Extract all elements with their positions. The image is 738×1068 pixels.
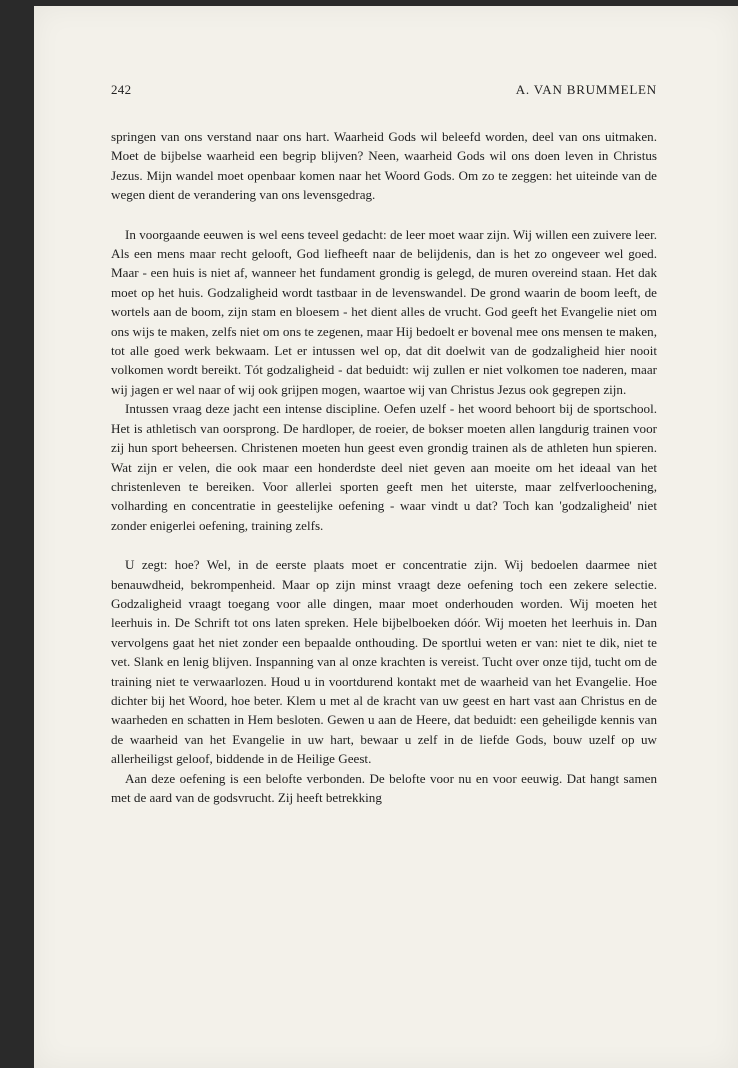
running-header: [111, 82, 657, 102]
paragraph-3: Intussen vraag deze jacht een intense discipline. Oefen uzelf - het woord behoort bij de sportschool. Het is athletisch van oorsprong. De hardloper, de roeier, de bokser moeten allen langdurig trainen voor zij hun sport beheersen. Christenen moeten hun geest even grondig trainen als de athleten hun spieren. Wat zijn er velen, die ook maar een honderdste deel niet geven aan moeite om het ideaal van het christenleven te bereiken. Voor allerlei sporten geeft men het uiterste, maar zelfverloochening, volharding en concentratie in geestelijke oefening - waar vindt u dat? Toch kan 'godzaligheid' niet zonder enigerlei oefening, training zelfs.: [111, 401, 657, 533]
paragraph-4: U zegt: hoe? Wel, in de eerste plaats moet er concentratie zijn. Wij bedoelen daarmee niet benauwdheid, bekrompenheid. Maar op zijn minst vraagt deze oefening toch een zekere selectie. Godzaligheid vraagt toegang voor alle dingen, maar moet onderhouden worden. Wij moeten het leerhuis in. De Schrift tot ons laten spreken. Hele bijbelboeken dóór. Wij moeten het leerhuis in. Dan vervolgens gaat het niet zonder een bepaalde onthouding. De sportlui weten er van: niet te dik, niet te vet. Slank en lenig blijven. Inspanning van al onze krachten is vereist. Tucht over onze tijd, tucht om de training niet te verwaarlozen. Houd u in voortdurend kontakt met de waarheid van het Evangelie. Hoe dichter bij het Woord, hoe beter. Klem u met al de kracht van uw geest en hart vast aan Christus en de waarheden en schatten in Hem besloten. Gewen u aan de Heere, dat beduidt: een geheiligde kennis van de waarheid van het Evangelie in uw hart, bewaar u zelf in de liefde Gods, bouw uzelf op uw allerheiligst geloof, biddende in de Heilige Geest.: [111, 557, 657, 767]
paragraph-5: Aan deze oefening is een belofte verbonden. De belofte voor nu en voor eeuwig. Dat hangt samen met de aard van de godsvrucht. Zij heeft betrekking: [111, 770, 657, 805]
body-text: [111, 127, 657, 807]
paragraph-1: springen van ons verstand naar ons hart. Waarheid Gods wil beleefd worden, deel van ons uitmaken. Moet de bijbelse waarheid een begrip blijven? Neen, waarheid Gods wil ons doen leven in Christus Jezus. Mijn wandel moet openbaar komen naar het Woord Gods. Om zo te zeggen: het uiteinde van de wegen dient de verandering van ons levensgedrag.: [111, 129, 657, 203]
page-number: 242: [111, 82, 132, 97]
paragraph-2: In voorgaande eeuwen is wel eens teveel gedacht: de leer moet waar zijn. Wij willen een zuivere leer. Als een mens maar recht gelooft, God liefheeft naar de belijdenis, dan is het zo ongeveer wel goed. Maar - een huis is niet af, wanneer het fundament grondig is gelegd, de muren overeind staan. Het dak moet op het huis. Godzaligheid wordt tastbaar in de levenswandel. De grond waarin de boom leeft, de wortels aan de boom, zijn stam en bloesem - het dient alles de vrucht. God geeft het Evangelie niet om ons wijs te maken, zelfs niet om ons te zegenen, maar Hij bedoelt er bovenal mee ons mensen te maken, tot alle goed werk bekwaam. Let er intussen wel op, dat dit doelwit van de godzaligheid hier nooit volkomen wordt bereikt. Tót godzaligheid - dat beduidt: wij zullen er niet volkomen toe naderen, maar wij jagen er wel naar of wij ook grijpen mogen, waartoe wij van Christus Jezus ook gegrepen zijn.: [111, 226, 657, 397]
running-head-author: A. VAN BRUMMELEN: [515, 82, 657, 97]
